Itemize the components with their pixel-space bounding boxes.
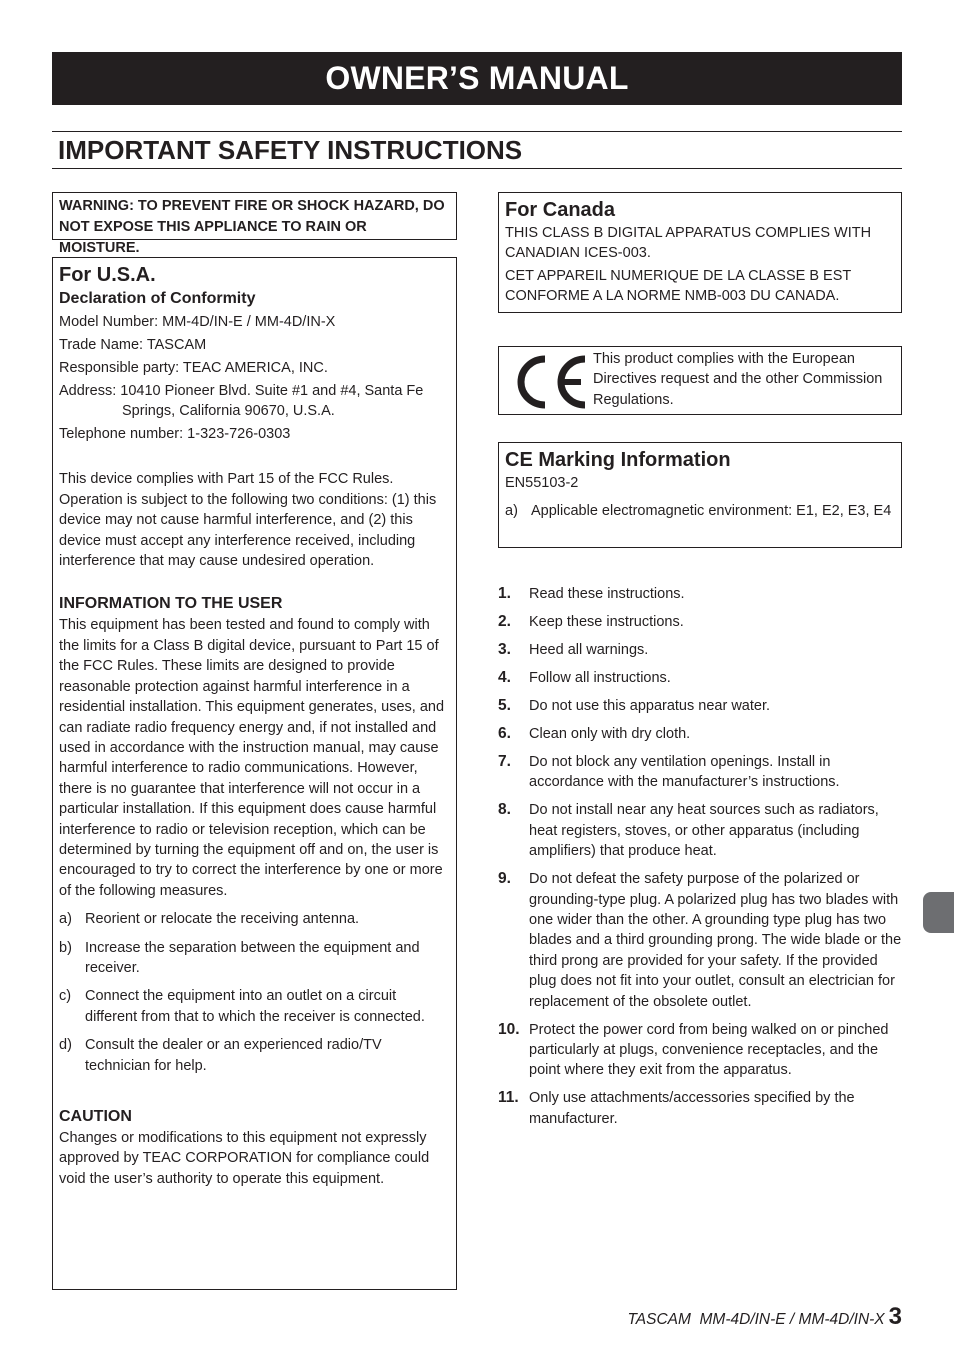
step-number: 7.	[498, 753, 511, 770]
ce-marking-section	[498, 442, 902, 548]
ce-mark-icon	[509, 353, 589, 411]
step-number: 5.	[498, 697, 511, 714]
usa-section	[52, 257, 457, 1290]
usa-heading: For U.S.A.	[59, 264, 156, 286]
ce-item-label: a)	[505, 503, 518, 520]
measure-item	[59, 909, 450, 929]
step-text: Do not defeat the safety purpose of the polarized or grounding-type plug. A polarized plug has two blades with one wider than the other. A grounding type plug has two blades and a third grounding prong. The wide blade or the third prong are provided for your safety. If the provided plug does not fit into your outlet, consult an electrician for replacement of the obsolete outlet.	[529, 871, 902, 1010]
step-text: Protect the power cord from being walked on or pinched particularly at plugs, convenience receptacles, and the point where they exit from the apparatus.	[529, 1021, 889, 1079]
warning-box: WARNING: TO PREVENT FIRE OR SHOCK HAZARD, DO NOT EXPOSE THIS APPLIANCE TO RAIN OR MOISTURE.	[52, 192, 457, 240]
ce-environment-item	[505, 501, 895, 521]
trade-name: Trade Name: TASCAM	[59, 336, 207, 353]
address-line2: Springs, California 90670, U.S.A.	[122, 403, 335, 420]
list-item	[498, 869, 902, 1012]
list-item	[498, 668, 902, 688]
step-number: 3.	[498, 641, 511, 658]
step-text: Do not install near any heat sources such as radiators, heat registers, stoves, or other apparatus (including amplifiers) that produce heat.	[529, 802, 879, 860]
list-item	[498, 800, 902, 861]
ce-compliance-box	[498, 346, 902, 415]
list-item	[498, 612, 902, 632]
step-text: Follow all instructions.	[529, 670, 671, 686]
step-text: Do not block any ventilation openings. Install in accordance with the manufacturer’s instructions.	[529, 754, 840, 791]
information-text: This equipment has been tested and found to comply with the limits for a Class B digital device, pursuant to Part 15 of the FCC Rules. These limits are designed to provide reasonable protection against harmful interference in a residential installation. This equipment generates, uses, and can radiate radio frequency energy and, if not installed and used in accordance with the instruction manual, may cause harmful interference to radio communications. However, there is no guarantee that interference will not occur in a particular installation. If this equipment does cause harmful interference to radio or television reception, which can be determined by turning the equipment off and on, the user is encouraged to try to correct the interference by one or more of the following measures.	[59, 617, 445, 899]
measure-text: Increase the separation between the equipment and receiver.	[85, 939, 420, 976]
canada-heading: For Canada	[505, 199, 616, 221]
information-heading: INFORMATION TO THE USER	[59, 595, 283, 613]
ce-compliance-text: This product complies with the European Directives request and the other Commission Regulations.	[593, 351, 883, 408]
measure-text: Connect the equipment into an outlet on a circuit different from that to which the receiver is connected.	[85, 988, 425, 1025]
ce-marking-heading: CE Marking Information	[505, 449, 731, 471]
responsible-party: Responsible party: TEAC AMERICA, INC.	[59, 359, 328, 376]
measure-item	[59, 938, 450, 979]
fcc-statement: This device complies with Part 15 of the FCC Rules. Operation is subject to the following two conditions: (1) this device may not cause harmful interference, and (2) this device must accept any interference received, including interference that may cause undesired operation.	[59, 471, 437, 570]
ce-item-text: Applicable electromagnetic environment: E1, E2, E3, E4	[531, 503, 892, 520]
step-number: 1.	[498, 585, 511, 602]
list-item	[498, 1088, 902, 1129]
step-number: 2.	[498, 613, 511, 630]
caution-heading: CAUTION	[59, 1108, 132, 1125]
step-number: 4.	[498, 669, 511, 686]
measure-text: Reorient or relocate the receiving antenna.	[85, 911, 360, 928]
safety-steps-list	[498, 584, 902, 1137]
step-text: Read these instructions.	[529, 586, 685, 602]
measure-label: a)	[59, 911, 72, 928]
measure-item	[59, 1035, 450, 1076]
measure-label: c)	[59, 988, 72, 1005]
page-footer	[627, 1303, 902, 1331]
page-number: 3	[888, 1303, 902, 1330]
measure-label: b)	[59, 939, 72, 956]
step-number: 8.	[498, 801, 511, 819]
list-item	[498, 584, 902, 604]
step-text: Keep these instructions.	[529, 614, 684, 630]
step-number: 10.	[498, 1020, 520, 1038]
canada-english: THIS CLASS B DIGITAL APPARATUS COMPLIES WITH CANADIAN ICES-003.	[505, 225, 872, 262]
step-text: Clean only with dry cloth.	[529, 726, 691, 742]
caution-text: Changes or modifications to this equipment not expressly approved by TEAC CORPORATION for compliance could void the user’s authority to operate this equipment.	[59, 1130, 430, 1187]
step-text: Only use attachments/accessories specified by the manufacturer.	[529, 1090, 855, 1127]
ce-standard: EN55103-2	[505, 475, 579, 491]
manual-title-banner: OWNER’S MANUAL	[52, 52, 902, 105]
list-item	[498, 752, 902, 793]
measure-label: d)	[59, 1037, 72, 1054]
declaration-heading: Declaration of Conformity	[59, 290, 256, 307]
address-line1: Address: 10410 Pioneer Blvd. Suite #1 and #4, Santa Fe	[59, 382, 424, 399]
step-text: Heed all warnings.	[529, 642, 649, 658]
canada-french: CET APPAREIL NUMERIQUE DE LA CLASSE B EST CONFORME A LA NORME NMB-003 DU CANADA.	[505, 267, 851, 305]
list-item	[498, 696, 902, 716]
step-number: 9.	[498, 870, 511, 888]
step-number: 6.	[498, 725, 511, 742]
telephone: Telephone number: 1-323-726-0303	[59, 426, 291, 443]
list-item	[498, 640, 902, 660]
model-number: Model Number: MM-4D/IN-E / MM-4D/IN-X	[59, 314, 336, 330]
chapter-tab	[923, 892, 954, 933]
measure-text: Consult the dealer or an experienced radio/TV technician for help.	[85, 1037, 382, 1074]
step-number: 11.	[498, 1089, 519, 1107]
section-title: IMPORTANT SAFETY INSTRUCTIONS	[52, 131, 902, 169]
measure-item	[59, 986, 450, 1027]
step-text: Do not use this apparatus near water.	[529, 698, 771, 714]
canada-section	[498, 192, 902, 313]
list-item	[498, 1020, 902, 1081]
list-item	[498, 724, 902, 744]
footer-product: TASCAM MM-4D/IN-E / MM-4D/IN-X	[627, 1311, 885, 1328]
